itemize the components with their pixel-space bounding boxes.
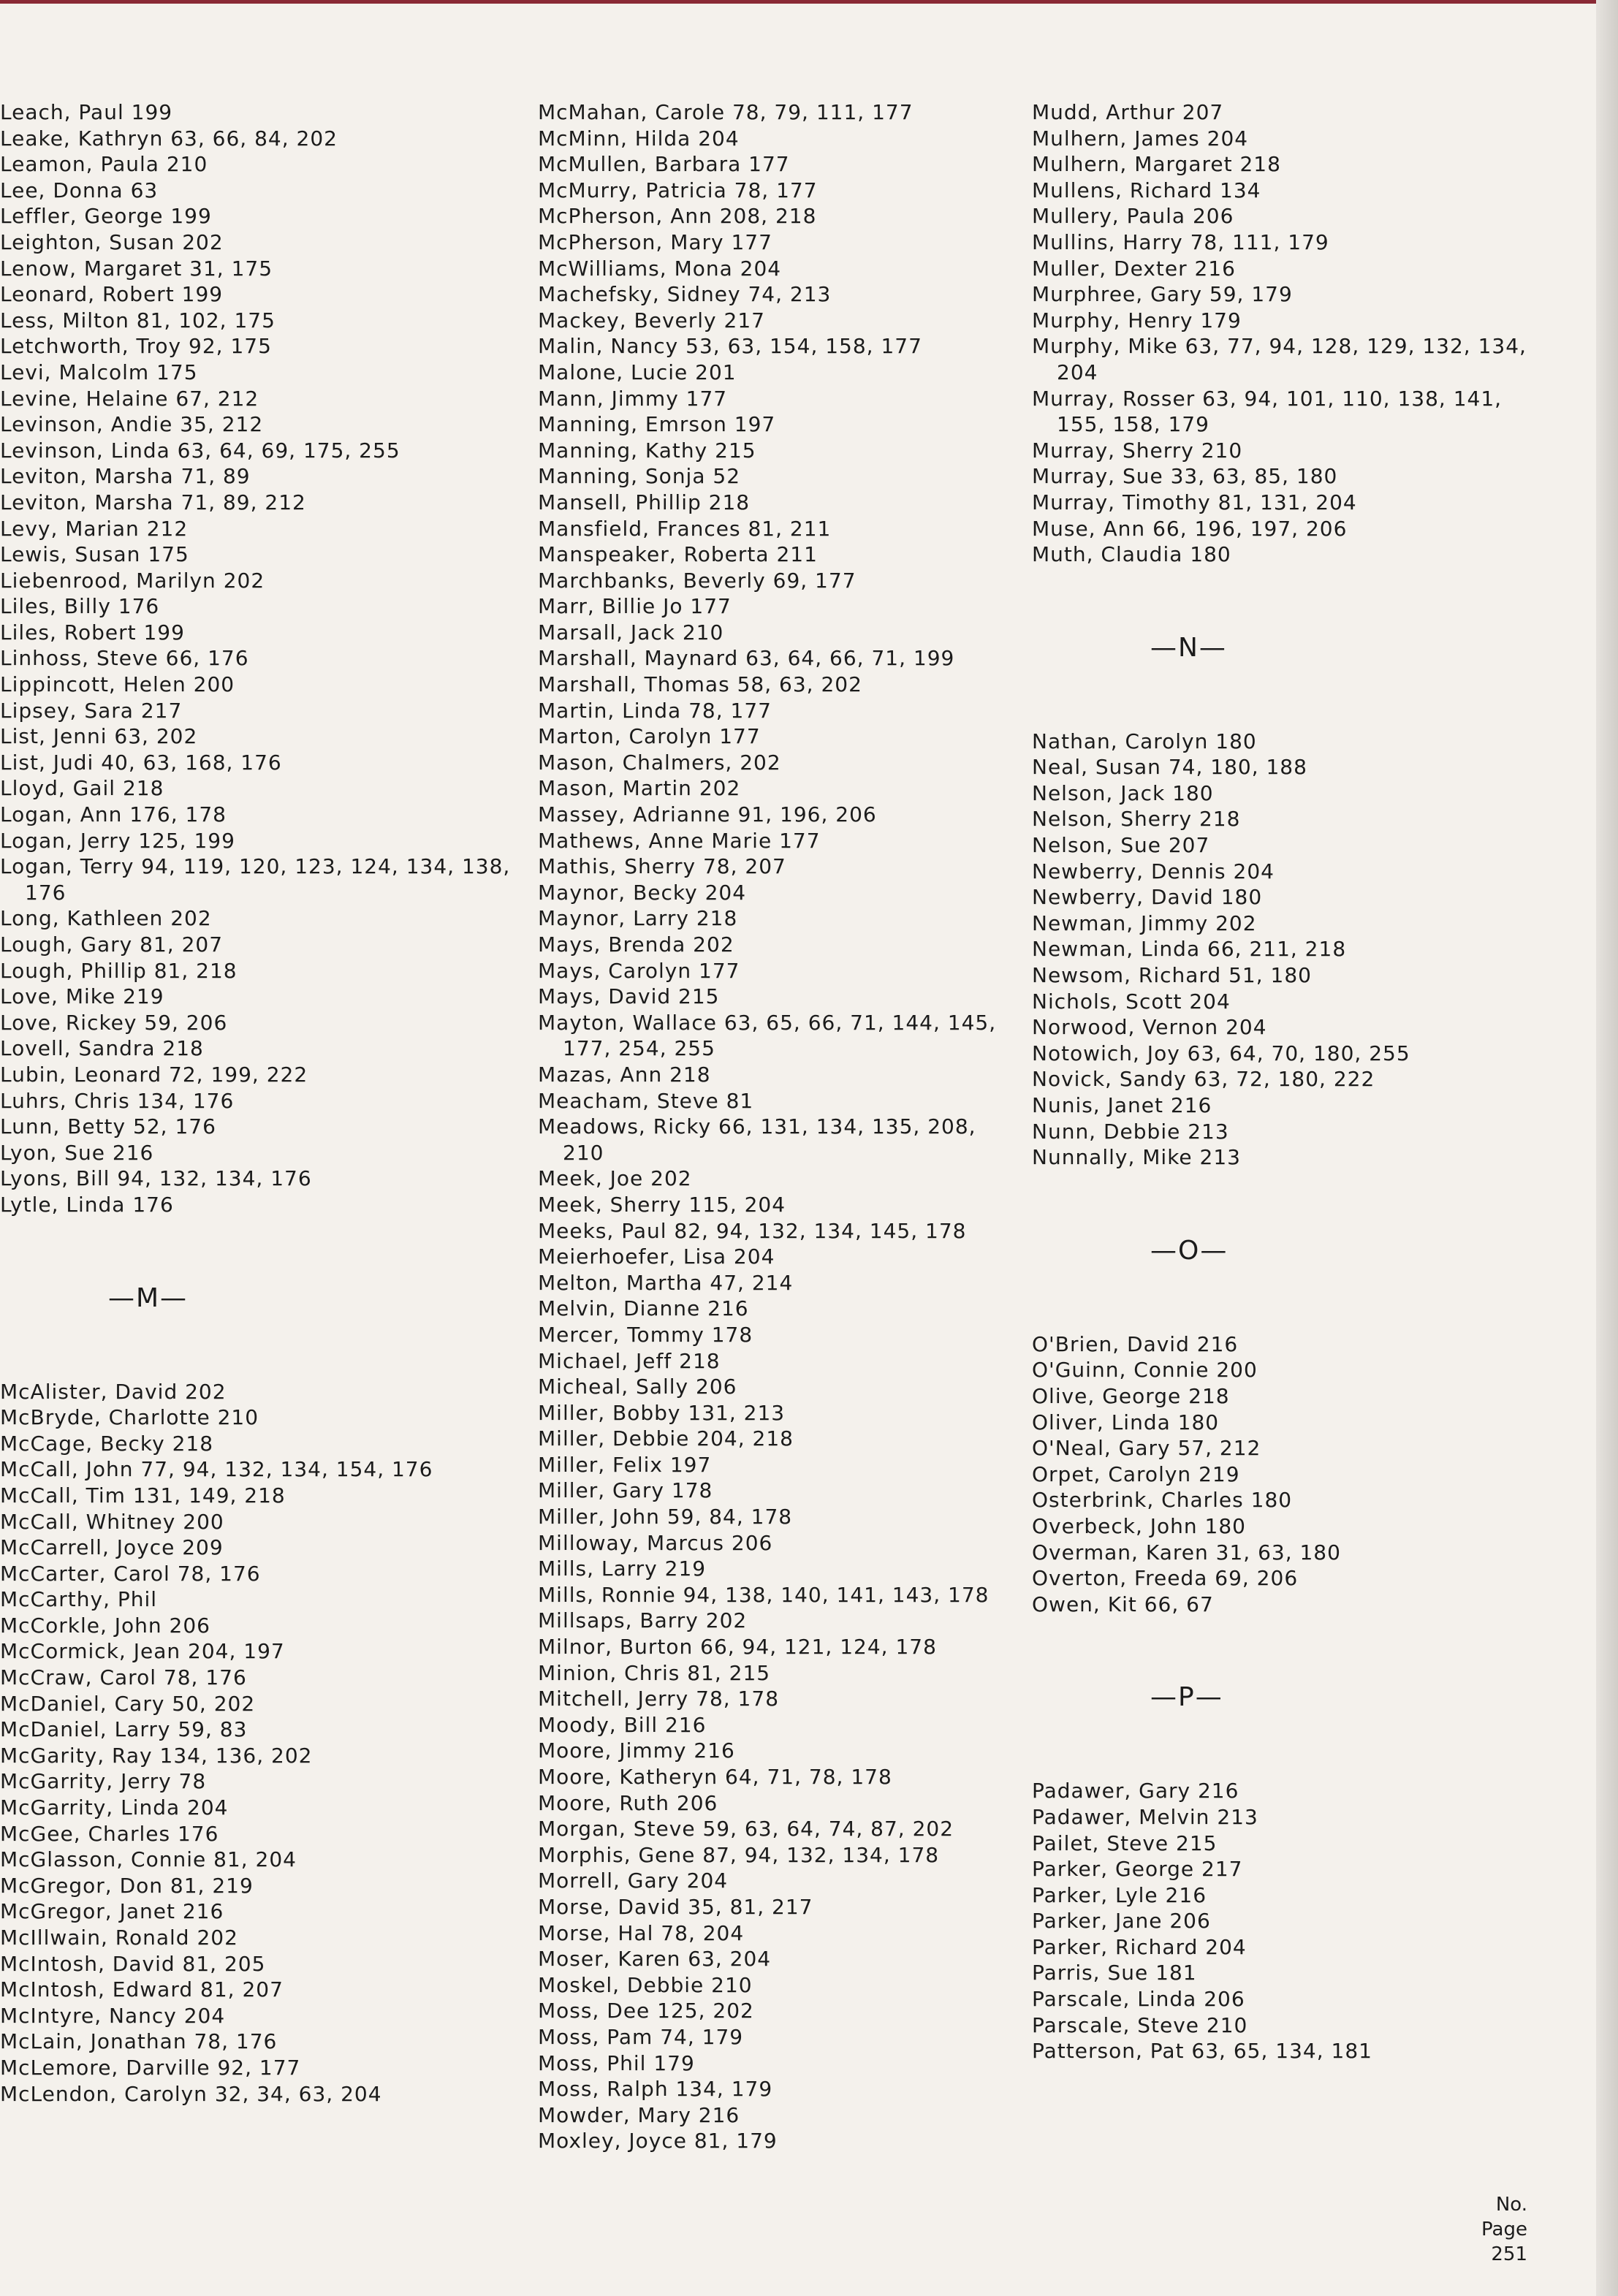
index-entry: Newman, Linda 66, 211, 218 (1032, 937, 1347, 962)
index-entry: Parker, Jane 206 (1032, 1909, 1211, 1934)
index-entry: McBryde, Charlotte 210 (0, 1405, 259, 1430)
index-entry: Meacham, Steve 81 (538, 1088, 754, 1113)
index-entry: McAlister, David 202 (0, 1379, 227, 1404)
index-entry: McPherson, Ann 208, 218 (538, 204, 817, 229)
index-entry: Lunn, Betty 52, 176 (0, 1114, 216, 1139)
index-entry: Michael, Jeff 218 (538, 1348, 721, 1373)
index-entry: Mason, Martin 202 (538, 776, 741, 801)
index-entry: McMinn, Hilda 204 (538, 126, 740, 151)
index-entry: McMahan, Carole 78, 79, 111, 177 (538, 100, 914, 124)
index-entry: Meadows, Ricky 66, 131, 134, 135, 208, 210 (538, 1114, 976, 1165)
index-entry: Machefsky, Sidney 74, 213 (538, 282, 832, 307)
index-entry: Parscale, Steve 210 (1032, 2012, 1248, 2037)
index-entry: Mulhern, Margaret 218 (1032, 152, 1281, 177)
index-entry: Meierhoefer, Lisa 204 (538, 1244, 775, 1269)
section-letter-heading: —P— (1150, 1682, 1223, 1713)
index-entry: Murphy, Mike 63, 77, 94, 128, 129, 132, 134, 204 (1032, 334, 1527, 384)
index-entry: Liles, Robert 199 (0, 620, 185, 645)
index-entry: Lenow, Margaret 31, 175 (0, 256, 273, 281)
index-entry: McGregor, Don 81, 219 (0, 1873, 254, 1898)
index-entry: Mays, Brenda 202 (538, 932, 734, 957)
index-entry: Murray, Rosser 63, 94, 101, 110, 138, 141, 155, 158, 179 (1032, 386, 1503, 437)
index-entry: Notowich, Joy 63, 64, 70, 180, 255 (1032, 1041, 1410, 1065)
index-entry: O'Guinn, Connie 200 (1032, 1358, 1258, 1383)
index-entry: Marton, Carolyn 177 (538, 724, 761, 749)
index-entry: O'Brien, David 216 (1032, 1331, 1239, 1356)
index-entry: Luhrs, Chris 134, 176 (0, 1088, 235, 1113)
page-binding-edge (1596, 0, 1618, 2296)
index-entry: Overbeck, John 180 (1032, 1513, 1246, 1538)
index-entry: Melton, Martha 47, 214 (538, 1270, 794, 1295)
index-entry: Micheal, Sally 206 (538, 1375, 737, 1399)
index-entry: Moore, Jimmy 216 (538, 1738, 735, 1763)
index-entry: Mudd, Arthur 207 (1032, 100, 1224, 124)
index-entry: Marchbanks, Beverly 69, 177 (538, 568, 857, 593)
index-entry: Meek, Joe 202 (538, 1166, 692, 1191)
index-entry: McCall, Whitney 200 (0, 1509, 224, 1534)
top-edge-line (0, 0, 1596, 4)
index-entry: McMullen, Barbara 177 (538, 152, 790, 177)
index-entry: Millsaps, Barry 202 (538, 1608, 748, 1633)
index-entry: Nunn, Debbie 213 (1032, 1119, 1229, 1144)
index-entry: Mackey, Beverly 217 (538, 308, 765, 332)
index-entry: Miller, John 59, 84, 178 (538, 1505, 793, 1529)
index-entry: Levine, Helaine 67, 212 (0, 386, 259, 411)
index-entry: Muse, Ann 66, 196, 197, 206 (1032, 516, 1348, 541)
index-entry: Moody, Bill 216 (538, 1712, 707, 1737)
footer-page-label: Page (1481, 2219, 1527, 2240)
index-entry: Padawer, Gary 216 (1032, 1779, 1239, 1803)
index-entry: Patterson, Pat 63, 65, 134, 181 (1032, 2039, 1372, 2064)
index-entry: Minion, Chris 81, 215 (538, 1660, 771, 1685)
index-entry: Leviton, Marsha 71, 89, 212 (0, 490, 306, 514)
index-entry: McCormick, Jean 204, 197 (0, 1639, 285, 1664)
index-entry: Mansell, Phillip 218 (538, 490, 751, 514)
page-number-footer (1481, 2192, 1527, 2267)
index-entry: Mann, Jimmy 177 (538, 386, 728, 411)
index-entry: Marshall, Thomas 58, 63, 202 (538, 672, 862, 697)
index-entry: Miller, Gary 178 (538, 1478, 713, 1503)
index-entry: Overman, Karen 31, 63, 180 (1032, 1540, 1341, 1565)
footer-no-label: No. (1495, 2194, 1527, 2216)
index-entry: Levi, Malcolm 175 (0, 360, 198, 384)
index-section (1032, 99, 1543, 568)
index-entry: Meeks, Paul 82, 94, 132, 134, 145, 178 (538, 1218, 967, 1243)
index-entry: Manning, Kathy 215 (538, 438, 756, 463)
index-entry: Melvin, Dianne 216 (538, 1296, 749, 1321)
index-entry: Moore, Ruth 206 (538, 1790, 718, 1815)
index-entry: Lovell, Sandra 218 (0, 1036, 204, 1061)
index-entry: Morse, David 35, 81, 217 (538, 1894, 813, 1919)
index-entry: Oliver, Linda 180 (1032, 1410, 1220, 1434)
index-entry: Nelson, Sue 207 (1032, 833, 1210, 858)
index-entry: Muller, Dexter 216 (1032, 256, 1236, 281)
index-entry: Leffler, George 199 (0, 204, 212, 229)
index-entry: Moss, Phil 179 (538, 2050, 695, 2075)
index-entry: Linhoss, Steve 66, 176 (0, 646, 249, 671)
index-entry: Moxley, Joyce 81, 179 (538, 2129, 778, 2154)
index-entry: Less, Milton 81, 102, 175 (0, 308, 276, 332)
index-entry: McGarity, Ray 134, 136, 202 (0, 1743, 313, 1768)
index-entry: McIntyre, Nancy 204 (0, 2003, 226, 2028)
index-entry: Morgan, Steve 59, 63, 64, 74, 87, 202 (538, 1817, 954, 1841)
page-number: 251 (1491, 2243, 1527, 2265)
index-entry: Murray, Sue 33, 63, 85, 180 (1032, 464, 1338, 489)
index-entry: Newsom, Richard 51, 180 (1032, 963, 1312, 988)
index-entry: Marsall, Jack 210 (538, 620, 724, 645)
index-entry: Murray, Timothy 81, 131, 204 (1032, 490, 1357, 514)
index-entry: Morphis, Gene 87, 94, 132, 134, 178 (538, 1842, 940, 1867)
index-entry: McLendon, Carolyn 32, 34, 63, 204 (0, 2081, 382, 2106)
index-entry: List, Jenni 63, 202 (0, 724, 198, 749)
index-entry: Martin, Linda 78, 177 (538, 698, 772, 723)
index-entry: Newberry, Dennis 204 (1032, 859, 1275, 883)
index-entry: Olive, George 218 (1032, 1383, 1230, 1408)
index-entry: Maynor, Becky 204 (538, 880, 747, 905)
index-entry: McWilliams, Mona 204 (538, 256, 782, 281)
index-entry: Nichols, Scott 204 (1032, 989, 1231, 1014)
index-entry: Lipsey, Sara 217 (0, 698, 183, 723)
section-letter-heading: —M— (108, 1282, 189, 1313)
index-entry: Mathews, Anne Marie 177 (538, 828, 821, 853)
index-entry: Norwood, Vernon 204 (1032, 1015, 1267, 1040)
index-entry: Malone, Lucie 201 (538, 360, 737, 384)
index-entry: Mulhern, James 204 (1032, 126, 1249, 151)
index-column-1 (0, 99, 512, 2107)
index-entry: McGlasson, Connie 81, 204 (0, 1847, 297, 1872)
index-entry: Morse, Hal 78, 204 (538, 1920, 745, 1945)
index-entry: Milloway, Marcus 206 (538, 1530, 773, 1555)
index-section (1032, 1681, 1543, 2064)
index-entry: Parscale, Linda 206 (1032, 1987, 1245, 2012)
index-entry: McIntosh, David 81, 205 (0, 1951, 266, 1976)
index-entry: Lyon, Sue 216 (0, 1140, 154, 1165)
index-entry: McPherson, Mary 177 (538, 229, 772, 254)
index-entry: Logan, Terry 94, 119, 120, 123, 124, 134, 138, 176 (0, 854, 511, 905)
index-section (0, 1282, 512, 2107)
index-entry: Maynor, Larry 218 (538, 906, 738, 931)
index-entry: McLemore, Darville 92, 177 (0, 2055, 301, 2080)
index-entry: Marshall, Maynard 63, 64, 66, 71, 199 (538, 646, 955, 671)
index-entry: Marr, Billie Jo 177 (538, 594, 732, 619)
index-entry: Mullins, Harry 78, 111, 179 (1032, 229, 1329, 254)
index-entry: Padawer, Melvin 213 (1032, 1804, 1258, 1829)
index-entry: Lewis, Susan 175 (0, 542, 189, 567)
index-entry: Lyons, Bill 94, 132, 134, 176 (0, 1166, 312, 1191)
index-entry: Lloyd, Gail 218 (0, 776, 164, 801)
index-entry: Osterbrink, Charles 180 (1032, 1488, 1293, 1513)
index-entry: Levy, Marian 212 (0, 516, 189, 541)
index-entry: Mowder, Mary 216 (538, 2102, 740, 2127)
index-entry: Miller, Debbie 204, 218 (538, 1426, 794, 1451)
index-entry: Manning, Emrson 197 (538, 412, 776, 437)
index-entry: Mason, Chalmers, 202 (538, 750, 781, 775)
index-section (1032, 632, 1543, 1171)
index-entry: McIllwain, Ronald 202 (0, 1926, 238, 1950)
index-entry: Nunnally, Mike 213 (1032, 1145, 1241, 1170)
index-entry: McGarrity, Jerry 78 (0, 1769, 207, 1794)
index-entry: Overton, Freeda 69, 206 (1032, 1566, 1299, 1591)
index-entry: Lippincott, Helen 200 (0, 672, 235, 697)
index-entry: Neal, Susan 74, 180, 188 (1032, 755, 1307, 780)
index-entry: Murphy, Henry 179 (1032, 308, 1242, 332)
index-entry: Moss, Ralph 134, 179 (538, 2077, 773, 2102)
index-entry: Mathis, Sherry 78, 207 (538, 854, 786, 879)
index-entry: Lee, Donna 63 (0, 178, 159, 202)
index-entry: Levinson, Linda 63, 64, 69, 175, 255 (0, 438, 400, 463)
index-entry: Leake, Kathryn 63, 66, 84, 202 (0, 126, 338, 151)
index-entry: Lough, Phillip 81, 218 (0, 958, 238, 983)
index-entry: McMurry, Patricia 78, 177 (538, 178, 818, 202)
index-entry: Lubin, Leonard 72, 199, 222 (0, 1062, 308, 1087)
index-entry: Love, Mike 219 (0, 984, 164, 1009)
section-letter-heading: —N— (1150, 632, 1227, 663)
index-entry: Newman, Jimmy 202 (1032, 911, 1257, 935)
index-entry: Leach, Paul 199 (0, 100, 173, 124)
index-section (1032, 1235, 1543, 1618)
index-entry: Mitchell, Jerry 78, 178 (538, 1687, 780, 1711)
index-column-3 (1032, 99, 1543, 2064)
index-entry: Murphree, Gary 59, 179 (1032, 282, 1293, 307)
index-entry: Liles, Billy 176 (0, 594, 160, 619)
index-section (538, 99, 1006, 2154)
index-entry: Murray, Sherry 210 (1032, 438, 1243, 463)
index-entry: McIntosh, Edward 81, 207 (0, 1977, 284, 2002)
index-entry: Nathan, Carolyn 180 (1032, 729, 1257, 753)
index-entry: Love, Rickey 59, 206 (0, 1010, 228, 1035)
index-entry: Novick, Sandy 63, 72, 180, 222 (1032, 1067, 1375, 1092)
index-entry: Newberry, David 180 (1032, 885, 1263, 910)
index-entry: Parker, Richard 204 (1032, 1934, 1247, 1959)
index-section (0, 99, 512, 1218)
index-entry: Manspeaker, Roberta 211 (538, 542, 818, 567)
index-entry: Leonard, Robert 199 (0, 282, 224, 307)
index-entry: Parris, Sue 181 (1032, 1961, 1197, 1985)
index-entry: Mays, Carolyn 177 (538, 958, 740, 983)
index-entry: Liebenrood, Marilyn 202 (0, 568, 265, 593)
index-entry: McCraw, Carol 78, 176 (0, 1665, 247, 1690)
index-entry: McGregor, Janet 216 (0, 1899, 224, 1924)
index-entry: McCarter, Carol 78, 176 (0, 1561, 261, 1586)
index-entry: McDaniel, Larry 59, 83 (0, 1717, 248, 1742)
index-entry: Lough, Gary 81, 207 (0, 932, 224, 957)
index-entry: Mercer, Tommy 178 (538, 1322, 753, 1347)
index-entry: Nelson, Sherry 218 (1032, 807, 1241, 832)
index-entry: Mullens, Richard 134 (1032, 178, 1261, 202)
index-entry: Moss, Dee 125, 202 (538, 1999, 754, 2023)
index-entry: Letchworth, Troy 92, 175 (0, 334, 272, 359)
index-entry: Parker, Lyle 216 (1032, 1882, 1207, 1907)
index-entry: Muth, Claudia 180 (1032, 542, 1231, 567)
index-entry: Long, Kathleen 202 (0, 906, 212, 931)
index-entry: Mays, David 215 (538, 984, 720, 1009)
index-entry: Mazas, Ann 218 (538, 1062, 711, 1087)
section-letter-heading: —O— (1150, 1235, 1228, 1266)
index-column-2 (538, 99, 1006, 2154)
index-entry: McLain, Jonathan 78, 176 (0, 2029, 278, 2054)
index-entry: Mansfield, Frances 81, 211 (538, 516, 832, 541)
index-entry: Nelson, Jack 180 (1032, 780, 1214, 805)
index-entry: Manning, Sonja 52 (538, 464, 741, 489)
index-entry: Mills, Larry 219 (538, 1556, 707, 1581)
index-entry: Leviton, Marsha 71, 89 (0, 464, 251, 489)
index-entry: Mayton, Wallace 63, 65, 66, 71, 144, 145, 177, 254, 255 (538, 1010, 997, 1061)
index-entry: McDaniel, Cary 50, 202 (0, 1691, 256, 1716)
index-entry: McCage, Becky 218 (0, 1431, 214, 1456)
index-entry: McCorkle, John 206 (0, 1613, 210, 1638)
index-entry: Nunis, Janet 216 (1032, 1093, 1212, 1117)
index-entry: List, Judi 40, 63, 168, 176 (0, 750, 282, 775)
index-entry: Logan, Ann 176, 178 (0, 802, 227, 827)
index-entry: Moskel, Debbie 210 (538, 1972, 753, 1997)
index-entry: Lytle, Linda 176 (0, 1192, 174, 1217)
index-entry: O'Neal, Gary 57, 212 (1032, 1436, 1261, 1461)
index-entry: Leighton, Susan 202 (0, 229, 224, 254)
index-entry: McCall, John 77, 94, 132, 134, 154, 176 (0, 1457, 433, 1482)
index-entry: Mills, Ronnie 94, 138, 140, 141, 143, 178 (538, 1582, 990, 1607)
index-entry: Orpet, Carolyn 219 (1032, 1461, 1240, 1486)
index-entry: McCarrell, Joyce 209 (0, 1535, 224, 1560)
index-entry: McGee, Charles 176 (0, 1821, 219, 1846)
index-entry: McCarthy, Phil (0, 1587, 158, 1612)
index-entry: McGarrity, Linda 204 (0, 1795, 229, 1820)
index-entry: Miller, Felix 197 (538, 1452, 712, 1477)
index-entry: Parker, George 217 (1032, 1857, 1243, 1882)
index-entry: Malin, Nancy 53, 63, 154, 158, 177 (538, 334, 922, 359)
index-entry: Massey, Adrianne 91, 196, 206 (538, 802, 877, 827)
index-entry: Owen, Kit 66, 67 (1032, 1592, 1214, 1616)
index-entry: Moore, Katheryn 64, 71, 78, 178 (538, 1765, 892, 1789)
index-entry: Morrell, Gary 204 (538, 1869, 729, 1893)
index-entry: McCall, Tim 131, 149, 218 (0, 1483, 286, 1508)
index-entry: Leamon, Paula 210 (0, 152, 208, 177)
index-entry: Levinson, Andie 35, 212 (0, 412, 264, 437)
index-entry: Milnor, Burton 66, 94, 121, 124, 178 (538, 1635, 937, 1660)
index-entry: Miller, Bobby 131, 213 (538, 1400, 786, 1425)
index-entry: Moss, Pam 74, 179 (538, 2024, 744, 2049)
index-entry: Mullery, Paula 206 (1032, 204, 1234, 229)
index-entry: Meek, Sherry 115, 204 (538, 1192, 786, 1217)
index-entry: Logan, Jerry 125, 199 (0, 828, 235, 853)
index-entry: Pailet, Steve 215 (1032, 1831, 1218, 1855)
index-entry: Moser, Karen 63, 204 (538, 1947, 772, 1972)
